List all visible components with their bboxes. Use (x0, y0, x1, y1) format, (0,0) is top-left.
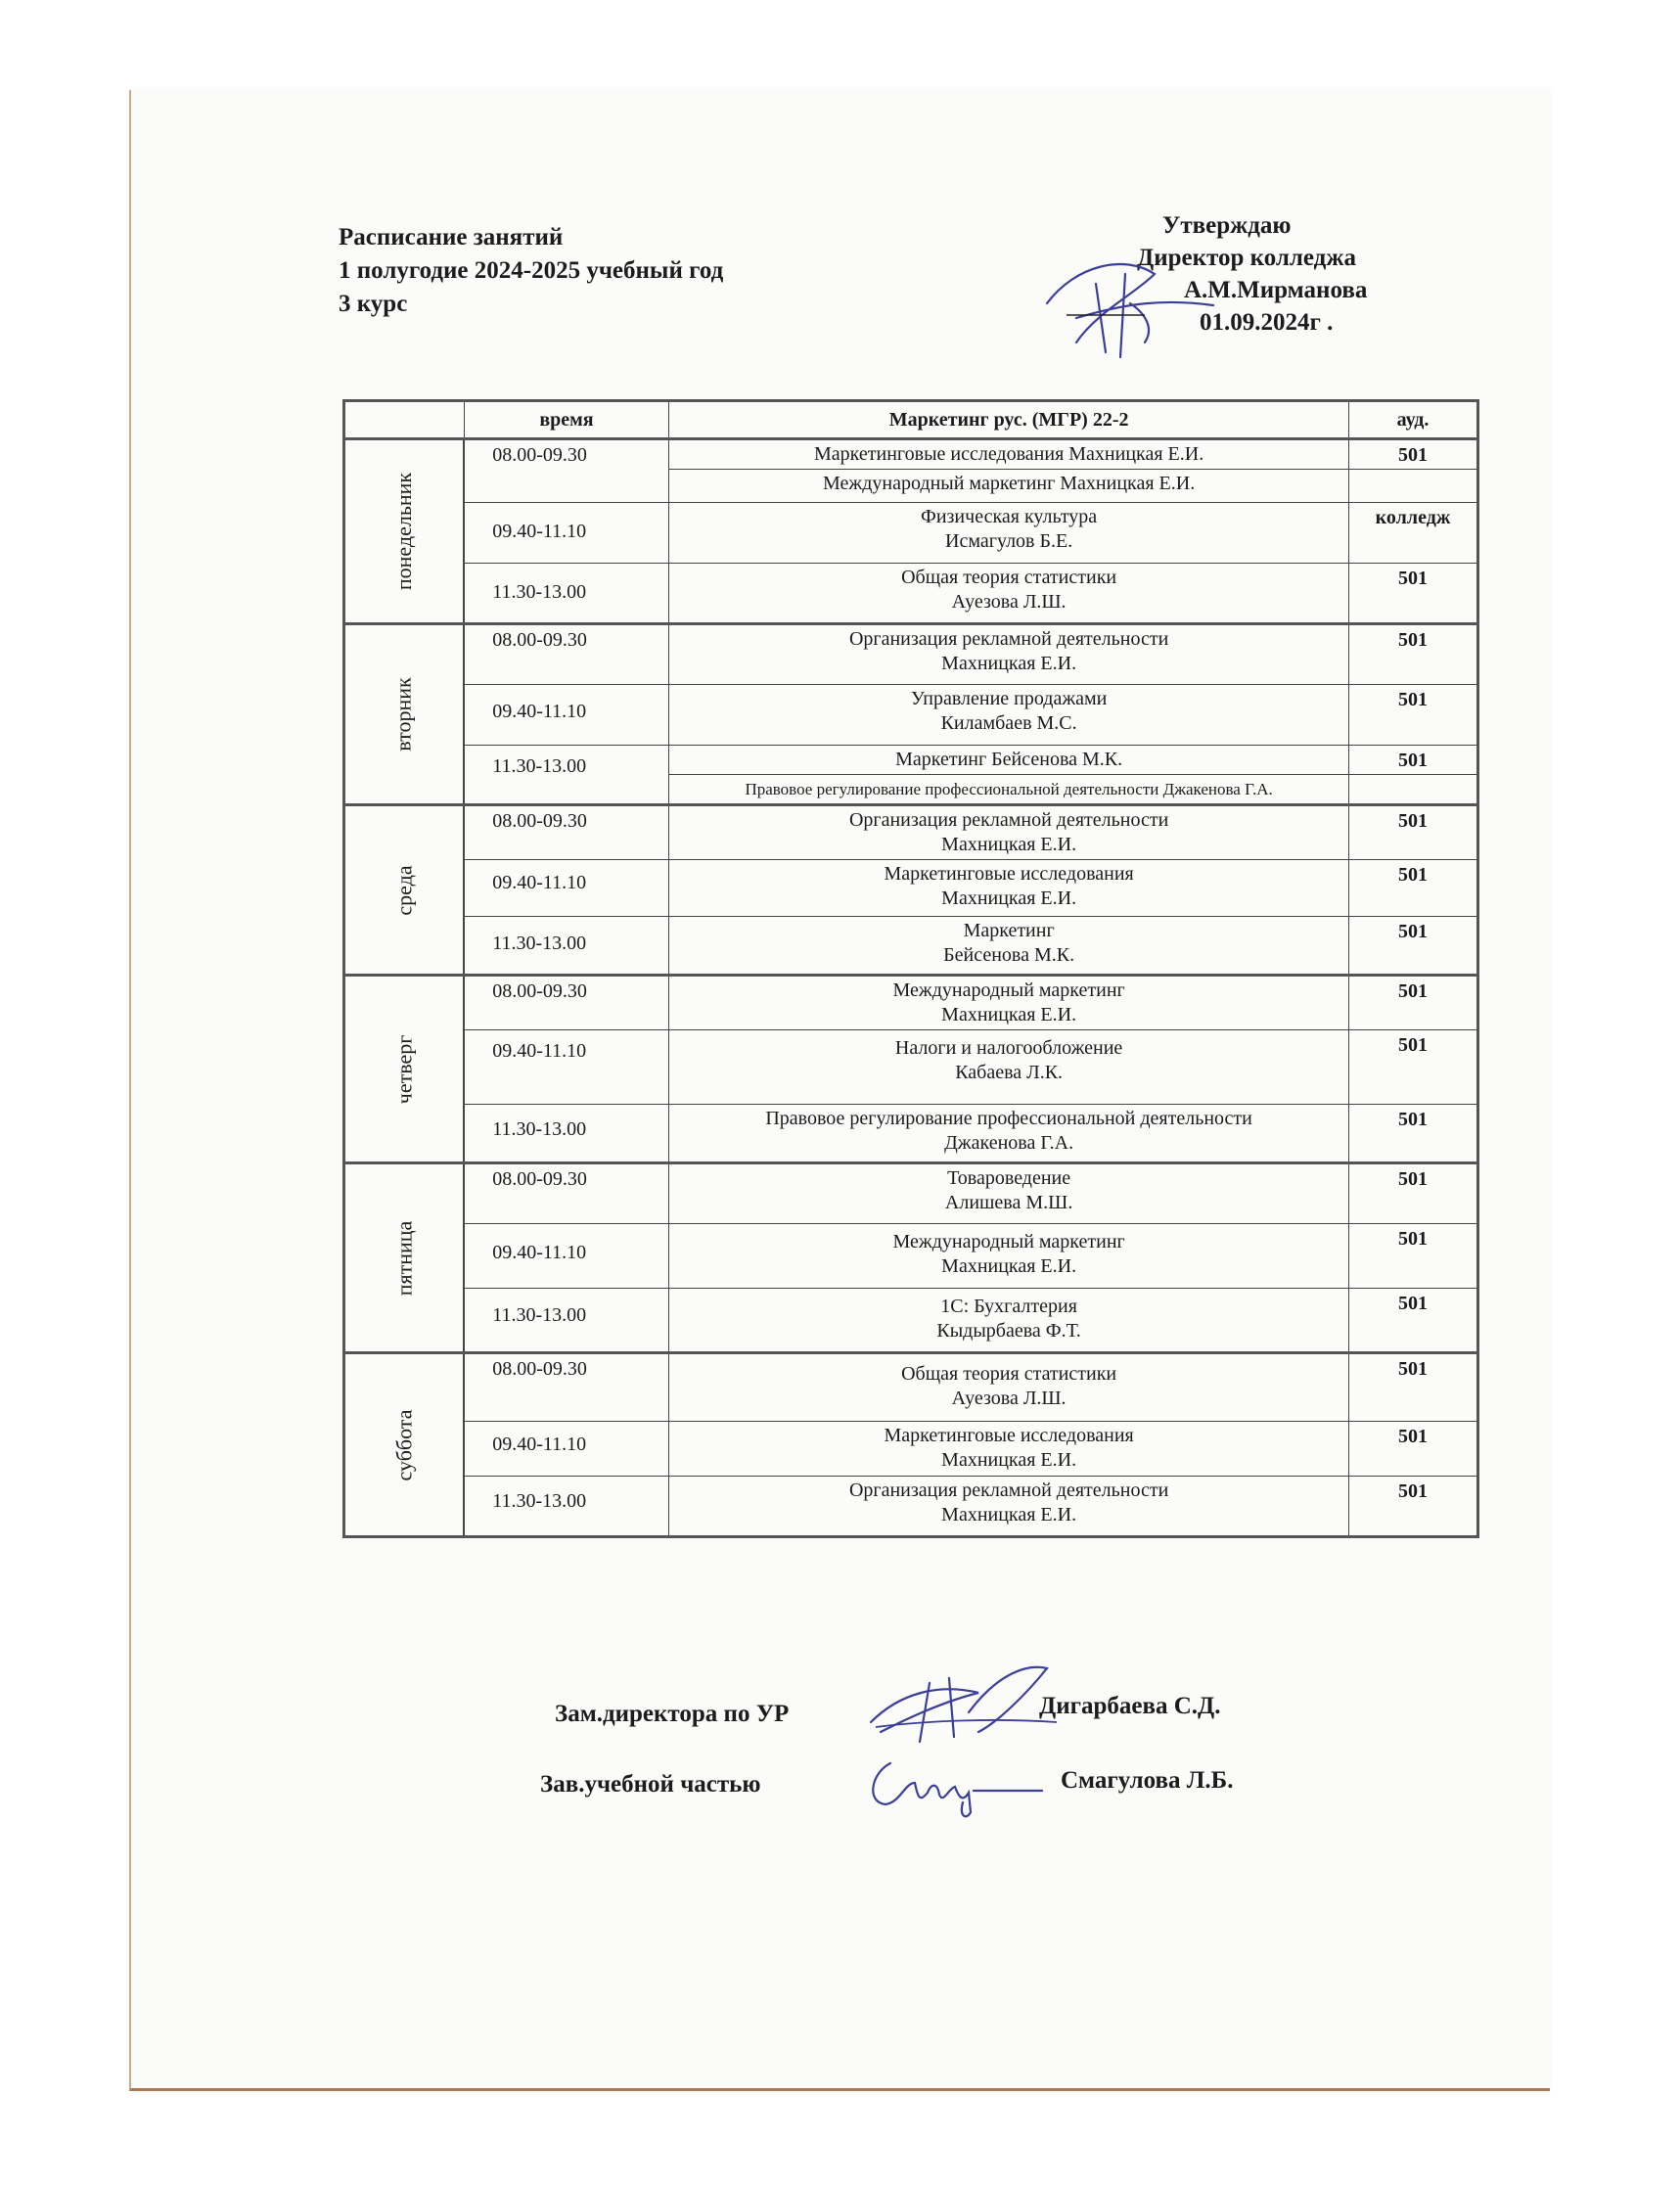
time-cell: 11.30-13.00 (464, 917, 669, 976)
teacher: Махницкая Е.И. (941, 1504, 1077, 1525)
room-cell: 501 (1349, 1224, 1478, 1289)
subject-cell (669, 439, 1349, 470)
room-cell: 501 (1349, 564, 1478, 624)
teacher: Джакенова Г.А. (944, 1132, 1074, 1154)
day-label: пятница (391, 1220, 417, 1296)
time-cell: 11.30-13.00 (464, 746, 669, 805)
document-title-block (339, 221, 723, 321)
table-row (344, 1105, 1478, 1163)
subject: Физическая культура (921, 506, 1098, 527)
table-row (344, 503, 1478, 564)
day-label: четверг (391, 1034, 417, 1104)
time-cell: 08.00-09.30 (464, 1163, 669, 1224)
subject-cell (669, 805, 1349, 860)
deputy-name: Дигарбаева С.Д. (1039, 1693, 1221, 1719)
teacher: Махницкая Е.И. (941, 888, 1077, 909)
time-cell: 11.30-13.00 (464, 1477, 669, 1537)
table-row (344, 1224, 1478, 1289)
room-cell: 501 (1349, 439, 1478, 470)
subject: Международный маркетинг (892, 979, 1125, 1001)
approval-position: Директор колледжа (1137, 245, 1356, 271)
teacher: Ауезова Л.Ш. (951, 591, 1067, 613)
teacher: Алишева М.Ш. (944, 1192, 1073, 1213)
subject-cell (669, 685, 1349, 746)
subject-cell (669, 564, 1349, 624)
table-row (344, 1477, 1478, 1537)
subject: Маркетинговые исследования (884, 1425, 1134, 1446)
teacher: Махницкая Е.И. (941, 1255, 1077, 1277)
table-row (344, 746, 1478, 775)
subject: 1С: Бухгалтерия (940, 1296, 1077, 1317)
subject: Товароведение (947, 1167, 1071, 1189)
header-time: время (464, 401, 669, 439)
time-cell: 09.40-11.10 (464, 1030, 669, 1105)
table-row (344, 1353, 1478, 1422)
time-cell: 09.40-11.10 (464, 860, 669, 917)
table-row (344, 1289, 1478, 1353)
teacher: Махницкая Е.И. (941, 1449, 1077, 1471)
subject: Маркетинговые исследования Махницкая Е.И. (814, 443, 1204, 465)
subject: Международный маркетинг (892, 1231, 1125, 1252)
day-cell-wednesday (344, 805, 465, 976)
room-cell: 501 (1349, 1477, 1478, 1537)
room-cell: 501 (1349, 860, 1478, 917)
subject-cell (669, 1422, 1349, 1477)
table-row (344, 805, 1478, 860)
document-course: 3 курс (339, 291, 408, 317)
subject: Маркетинг (963, 920, 1055, 941)
subject-cell (669, 976, 1349, 1030)
table-row (344, 976, 1478, 1030)
subject: Правовое регулирование профессиональной деятельности Джакенова Г.А. (745, 780, 1273, 798)
document-period: 1 полугодие 2024-2025 учебный год (339, 257, 724, 284)
teacher: Махницкая Е.И. (941, 653, 1077, 674)
subject-cell (669, 917, 1349, 976)
room-cell: 501 (1349, 1163, 1478, 1224)
room-cell: 501 (1349, 746, 1478, 775)
teacher: Кабаева Л.К. (955, 1062, 1064, 1083)
subject: Управление продажами (910, 688, 1108, 709)
room-cell: 501 (1349, 1105, 1478, 1163)
table-row (344, 624, 1478, 685)
table-row (344, 860, 1478, 917)
day-label: вторник (391, 677, 417, 751)
subject: Правовое регулирование профессиональной деятельности (765, 1108, 1252, 1129)
time-cell: 08.00-09.30 (464, 439, 669, 503)
room-cell: 501 (1349, 1030, 1478, 1105)
time-cell: 09.40-11.10 (464, 1224, 669, 1289)
day-cell-tuesday (344, 624, 465, 805)
director-signature (1037, 245, 1223, 362)
time-cell: 09.40-11.10 (464, 503, 669, 564)
teacher: Киламбаев М.С. (940, 712, 1077, 734)
room-cell: 501 (1349, 805, 1478, 860)
subject-cell (669, 1163, 1349, 1224)
subject: Общая теория статистики (901, 1363, 1117, 1385)
subject-cell (669, 470, 1349, 503)
room-cell: 501 (1349, 685, 1478, 746)
room-cell: 501 (1349, 1289, 1478, 1353)
subject-cell (669, 1224, 1349, 1289)
day-cell-monday (344, 439, 465, 624)
day-label: понедельник (391, 472, 417, 591)
subject: Организация рекламной деятельности (848, 1479, 1169, 1501)
room-cell: 501 (1349, 1422, 1478, 1477)
teacher: Махницкая Е.И. (941, 834, 1077, 855)
room-cell: колледж (1349, 503, 1478, 564)
day-label: суббота (391, 1409, 417, 1480)
subject: Организация рекламной деятельности (848, 809, 1169, 831)
head-title: Зав.учебной частью (540, 1771, 761, 1798)
subject: Маркетинг Бейсенова М.К. (895, 749, 1123, 770)
header-day-cell (344, 401, 465, 439)
table-row (344, 1422, 1478, 1477)
subject: Общая теория статистики (901, 567, 1117, 588)
table-row (344, 439, 1478, 470)
time-cell: 09.40-11.10 (464, 1422, 669, 1477)
teacher: Кыдырбаева Ф.Т. (936, 1320, 1081, 1342)
header-group: Маркетинг рус. (МГР) 22-2 (669, 401, 1349, 439)
day-label: среда (391, 864, 417, 916)
day-cell-friday (344, 1163, 465, 1353)
approval-date: 01.09.2024г . (1200, 309, 1334, 336)
subject-cell (669, 746, 1349, 775)
room-cell: 501 (1349, 1353, 1478, 1422)
time-cell: 08.00-09.30 (464, 976, 669, 1030)
table-row (344, 564, 1478, 624)
time-cell: 08.00-09.30 (464, 1353, 669, 1422)
time-cell: 11.30-13.00 (464, 564, 669, 624)
table-header-row (344, 401, 1478, 439)
time-cell: 11.30-13.00 (464, 1105, 669, 1163)
table-row (344, 1030, 1478, 1105)
teacher: Бейсенова М.К. (943, 944, 1075, 966)
head-name: Смагулова Л.Б. (1061, 1767, 1234, 1794)
subject-cell (669, 1353, 1349, 1422)
room-cell (1349, 470, 1478, 503)
subject: Маркетинговые исследования (884, 863, 1134, 885)
subject-cell (669, 1030, 1349, 1105)
time-cell: 08.00-09.30 (464, 624, 669, 685)
subject-cell (669, 1477, 1349, 1537)
room-cell: 501 (1349, 624, 1478, 685)
table-row (344, 1163, 1478, 1224)
subject-cell (669, 1289, 1349, 1353)
time-cell: 11.30-13.00 (464, 1289, 669, 1353)
subject-cell (669, 1105, 1349, 1163)
subject-cell (669, 624, 1349, 685)
header-room: ауд. (1349, 401, 1478, 439)
teacher: Исмагулов Б.Е. (945, 530, 1073, 552)
time-cell: 09.40-11.10 (464, 685, 669, 746)
subject: Организация рекламной деятельности (848, 628, 1169, 650)
subject: Налоги и налогообложение (894, 1037, 1123, 1059)
subject-cell (669, 860, 1349, 917)
head-signature (861, 1744, 1047, 1822)
teacher: Ауезова Л.Ш. (951, 1388, 1067, 1409)
room-cell: 501 (1349, 976, 1478, 1030)
room-cell: 501 (1349, 917, 1478, 976)
day-cell-thursday (344, 976, 465, 1163)
document-title: Расписание занятий (339, 224, 564, 250)
approval-heading: Утверждаю (1162, 212, 1292, 239)
deputy-title: Зам.директора по УР (555, 1701, 790, 1727)
approval-name: А.М.Мирманова (1184, 277, 1368, 303)
subject: Международный маркетинг Махницкая Е.И. (823, 473, 1196, 494)
table-row (344, 917, 1478, 976)
table-row (344, 685, 1478, 746)
subject-cell (669, 503, 1349, 564)
teacher: Махницкая Е.И. (941, 1004, 1077, 1025)
schedule-table (342, 399, 1479, 1538)
room-cell (1349, 775, 1478, 805)
subject-cell (669, 775, 1349, 805)
time-cell: 08.00-09.30 (464, 805, 669, 860)
day-cell-saturday (344, 1353, 465, 1537)
